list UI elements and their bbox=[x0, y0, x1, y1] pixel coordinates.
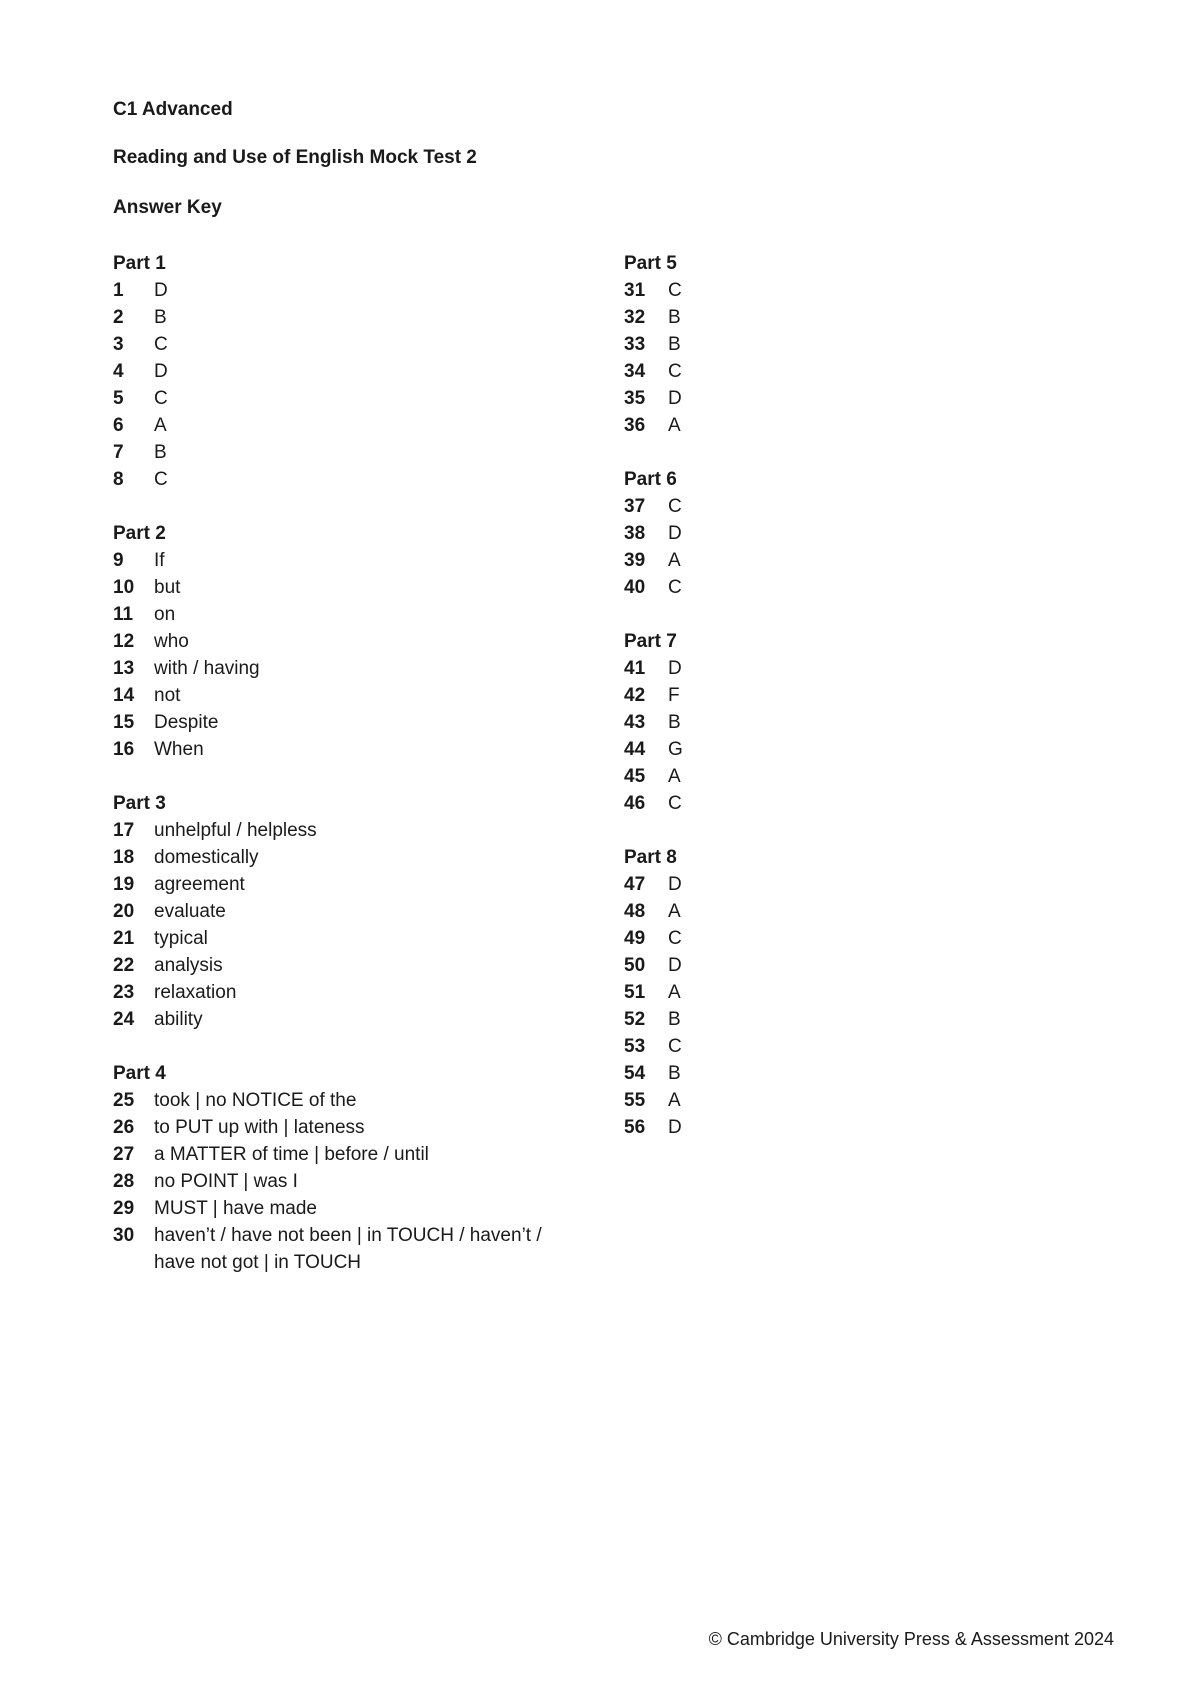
answer-row bbox=[113, 358, 633, 385]
answer-row bbox=[113, 1195, 633, 1222]
question-number: 55 bbox=[624, 1090, 646, 1111]
answer-row bbox=[113, 439, 633, 466]
answer-text: C bbox=[668, 496, 682, 517]
question-number: 43 bbox=[624, 712, 646, 733]
answer-text: to PUT up with | lateness bbox=[154, 1117, 365, 1138]
answer-row bbox=[624, 682, 924, 709]
answer-row bbox=[624, 952, 924, 979]
answer-row bbox=[624, 898, 924, 925]
answer-text: C bbox=[668, 793, 682, 814]
question-number: 32 bbox=[624, 307, 646, 328]
answer-part bbox=[113, 1060, 633, 1276]
answer-text: A bbox=[668, 415, 681, 436]
answer-text: D bbox=[668, 388, 682, 409]
question-number: 52 bbox=[624, 1009, 646, 1030]
question-number: 56 bbox=[624, 1117, 646, 1138]
answer-row bbox=[624, 763, 924, 790]
part-title: Part 3 bbox=[113, 793, 166, 814]
document-subtitle: Reading and Use of English Mock Test 2 bbox=[113, 147, 477, 168]
answer-row bbox=[624, 871, 924, 898]
answer-row bbox=[113, 736, 633, 763]
answer-text: C bbox=[668, 280, 682, 301]
question-number: 13 bbox=[113, 658, 135, 679]
answer-text: C bbox=[668, 1036, 682, 1057]
left-column bbox=[113, 250, 633, 1303]
answer-text: D bbox=[154, 361, 168, 382]
answer-row bbox=[624, 277, 924, 304]
copyright-footer: © Cambridge University Press & Assessment 2024 bbox=[708, 1629, 1114, 1649]
answer-text: G bbox=[668, 739, 683, 760]
question-number: 2 bbox=[113, 307, 124, 328]
answer-row bbox=[113, 331, 633, 358]
answer-text: who bbox=[154, 631, 189, 652]
question-number: 7 bbox=[113, 442, 124, 463]
question-number: 47 bbox=[624, 874, 646, 895]
answer-text: D bbox=[668, 658, 682, 679]
question-number: 30 bbox=[113, 1225, 135, 1246]
answer-row bbox=[113, 628, 633, 655]
question-number: 53 bbox=[624, 1036, 646, 1057]
answer-text: C bbox=[154, 388, 168, 409]
answer-row bbox=[113, 1141, 633, 1168]
answer-row bbox=[624, 385, 924, 412]
question-number: 14 bbox=[113, 685, 135, 706]
answer-text: but bbox=[154, 577, 181, 598]
answer-text: a MATTER of time | before / until bbox=[154, 1144, 429, 1165]
question-number: 8 bbox=[113, 469, 124, 490]
answer-row bbox=[113, 709, 633, 736]
answer-row bbox=[624, 1087, 924, 1114]
answer-text: have not got | in TOUCH bbox=[154, 1252, 362, 1273]
answer-text: D bbox=[668, 1117, 682, 1138]
answer-part bbox=[113, 790, 633, 1033]
question-number: 9 bbox=[113, 550, 124, 571]
answer-text: C bbox=[154, 334, 168, 355]
answer-text: A bbox=[668, 1090, 681, 1111]
answer-row bbox=[624, 547, 924, 574]
part-title: Part 6 bbox=[624, 469, 677, 490]
part-title: Part 2 bbox=[113, 523, 166, 544]
question-number: 17 bbox=[113, 820, 135, 841]
answer-text: B bbox=[154, 442, 167, 463]
question-number: 41 bbox=[624, 658, 646, 679]
question-number: 54 bbox=[624, 1063, 646, 1084]
right-column bbox=[624, 250, 924, 1168]
question-number: 46 bbox=[624, 793, 646, 814]
question-number: 48 bbox=[624, 901, 646, 922]
question-number: 21 bbox=[113, 928, 135, 949]
answer-text: D bbox=[668, 874, 682, 895]
answer-row bbox=[624, 925, 924, 952]
question-number: 34 bbox=[624, 361, 646, 382]
answer-text: C bbox=[154, 469, 168, 490]
answer-row bbox=[624, 736, 924, 763]
answer-text: unhelpful / helpless bbox=[154, 820, 317, 841]
answer-row bbox=[113, 817, 633, 844]
answer-row bbox=[113, 1114, 633, 1141]
question-number: 10 bbox=[113, 577, 135, 598]
answer-row bbox=[624, 1006, 924, 1033]
answer-text: D bbox=[154, 280, 168, 301]
question-number: 16 bbox=[113, 739, 135, 760]
answer-text: D bbox=[668, 523, 682, 544]
answer-text: with / having bbox=[154, 658, 260, 679]
question-number: 19 bbox=[113, 874, 135, 895]
question-number: 27 bbox=[113, 1144, 135, 1165]
question-number: 49 bbox=[624, 928, 646, 949]
answer-row bbox=[624, 709, 924, 736]
answer-text: typical bbox=[154, 928, 208, 949]
answer-row bbox=[113, 466, 633, 493]
answer-text: agreement bbox=[154, 874, 245, 895]
answer-text: B bbox=[668, 1063, 681, 1084]
answer-row bbox=[624, 979, 924, 1006]
answer-text: analysis bbox=[154, 955, 223, 976]
answer-row bbox=[113, 979, 633, 1006]
answer-text: A bbox=[668, 982, 681, 1003]
answer-text: C bbox=[668, 577, 682, 598]
answer-text: domestically bbox=[154, 847, 259, 868]
answer-row bbox=[624, 493, 924, 520]
answer-text: took | no NOTICE of the bbox=[154, 1090, 357, 1111]
question-number: 6 bbox=[113, 415, 124, 436]
question-number: 29 bbox=[113, 1198, 135, 1219]
part-title: Part 5 bbox=[624, 253, 677, 274]
answer-row bbox=[113, 304, 633, 331]
question-number: 26 bbox=[113, 1117, 135, 1138]
answer-row bbox=[113, 682, 633, 709]
answer-text: A bbox=[668, 766, 681, 787]
answer-text: C bbox=[668, 928, 682, 949]
answer-text: Despite bbox=[154, 712, 219, 733]
question-number: 4 bbox=[113, 361, 124, 382]
answer-text: on bbox=[154, 604, 176, 625]
answer-text: not bbox=[154, 685, 181, 706]
question-number: 12 bbox=[113, 631, 135, 652]
answer-text: When bbox=[154, 739, 204, 760]
answer-row-continuation bbox=[113, 1249, 633, 1276]
answer-row bbox=[113, 898, 633, 925]
question-number: 25 bbox=[113, 1090, 135, 1111]
answer-row bbox=[113, 385, 633, 412]
answer-text: A bbox=[668, 901, 681, 922]
answer-part bbox=[113, 250, 633, 493]
answer-row bbox=[113, 547, 633, 574]
question-number: 3 bbox=[113, 334, 124, 355]
answer-text: ability bbox=[154, 1009, 203, 1030]
question-number-spacer bbox=[113, 1249, 154, 1276]
answer-row bbox=[113, 952, 633, 979]
question-number: 39 bbox=[624, 550, 646, 571]
question-number: 37 bbox=[624, 496, 646, 517]
question-number: 35 bbox=[624, 388, 646, 409]
answer-part bbox=[624, 844, 924, 1141]
answer-row bbox=[113, 574, 633, 601]
question-number: 44 bbox=[624, 739, 646, 760]
section-heading: Answer Key bbox=[113, 197, 222, 218]
answer-part bbox=[624, 628, 924, 817]
answer-row bbox=[624, 358, 924, 385]
answer-row bbox=[624, 520, 924, 547]
question-number: 5 bbox=[113, 388, 124, 409]
answer-text: B bbox=[668, 334, 681, 355]
answer-text: A bbox=[154, 415, 167, 436]
question-number: 31 bbox=[624, 280, 646, 301]
answer-row bbox=[113, 1006, 633, 1033]
question-number: 45 bbox=[624, 766, 646, 787]
answer-row bbox=[624, 304, 924, 331]
question-number: 42 bbox=[624, 685, 646, 706]
answer-row bbox=[624, 1033, 924, 1060]
part-title: Part 4 bbox=[113, 1063, 166, 1084]
answer-row bbox=[113, 1222, 633, 1249]
question-number: 1 bbox=[113, 280, 124, 301]
answer-text: relaxation bbox=[154, 982, 237, 1003]
answer-row bbox=[624, 1060, 924, 1087]
answer-row bbox=[113, 844, 633, 871]
answer-row bbox=[113, 1087, 633, 1114]
question-number: 28 bbox=[113, 1171, 135, 1192]
answer-text: B bbox=[668, 712, 681, 733]
answer-row bbox=[624, 1114, 924, 1141]
answer-text: haven’t / have not been | in TOUCH / haven’t / bbox=[154, 1225, 542, 1246]
answer-part bbox=[113, 520, 633, 763]
answer-row bbox=[624, 331, 924, 358]
part-title: Part 8 bbox=[624, 847, 677, 868]
part-title: Part 1 bbox=[113, 253, 166, 274]
answer-part bbox=[624, 250, 924, 439]
question-number: 11 bbox=[113, 604, 134, 625]
answer-row bbox=[113, 1168, 633, 1195]
question-number: 20 bbox=[113, 901, 135, 922]
answer-text: F bbox=[668, 685, 680, 706]
answer-row bbox=[113, 655, 633, 682]
answer-text: D bbox=[668, 955, 682, 976]
answer-row bbox=[624, 655, 924, 682]
answer-row bbox=[624, 574, 924, 601]
answer-part bbox=[624, 466, 924, 601]
question-number: 51 bbox=[624, 982, 646, 1003]
answer-text: B bbox=[154, 307, 167, 328]
question-number: 36 bbox=[624, 415, 646, 436]
question-number: 40 bbox=[624, 577, 646, 598]
answer-text: If bbox=[154, 550, 165, 571]
answer-text: no POINT | was I bbox=[154, 1171, 298, 1192]
question-number: 38 bbox=[624, 523, 646, 544]
answer-row bbox=[113, 871, 633, 898]
part-title: Part 7 bbox=[624, 631, 677, 652]
answer-row bbox=[113, 925, 633, 952]
question-number: 33 bbox=[624, 334, 646, 355]
document-title: C1 Advanced bbox=[113, 99, 233, 120]
answer-row bbox=[113, 412, 633, 439]
question-number: 15 bbox=[113, 712, 135, 733]
answer-text: A bbox=[668, 550, 681, 571]
question-number: 18 bbox=[113, 847, 135, 868]
answer-text: evaluate bbox=[154, 901, 226, 922]
question-number: 50 bbox=[624, 955, 646, 976]
answer-row bbox=[113, 601, 633, 628]
answer-row bbox=[113, 277, 633, 304]
answer-row bbox=[624, 412, 924, 439]
answer-text: B bbox=[668, 1009, 681, 1030]
question-number: 23 bbox=[113, 982, 135, 1003]
answer-text: B bbox=[668, 307, 681, 328]
answer-text: C bbox=[668, 361, 682, 382]
question-number: 22 bbox=[113, 955, 135, 976]
question-number: 24 bbox=[113, 1009, 135, 1030]
answer-text: MUST | have made bbox=[154, 1198, 317, 1219]
answer-row bbox=[624, 790, 924, 817]
